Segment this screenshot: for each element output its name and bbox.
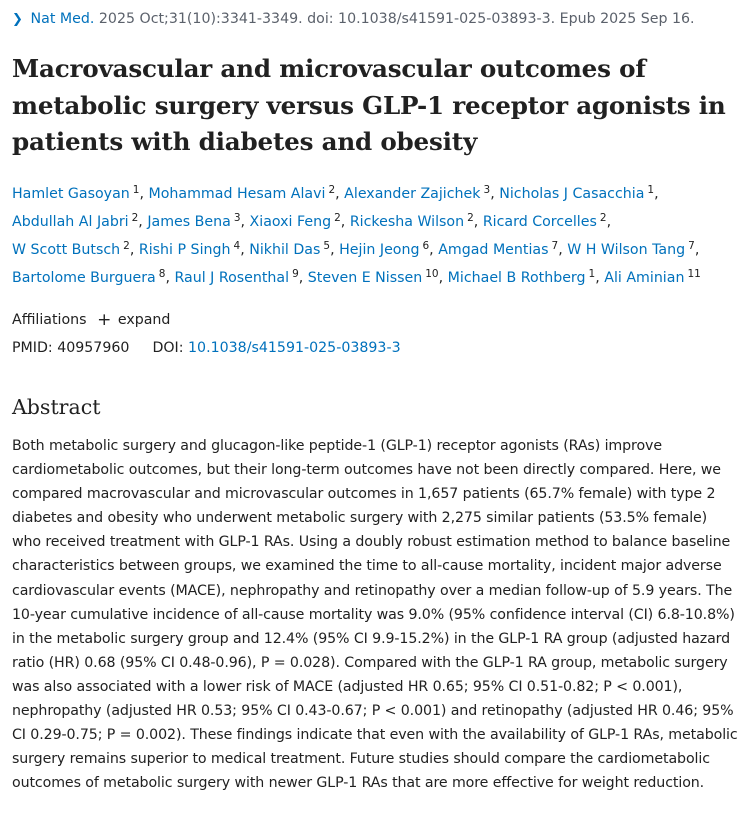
author-item: Abdullah Al Jabri $^2$, <box>12 212 143 230</box>
affiliation-number[interactable]: 9 <box>292 268 299 280</box>
author-item: Michael B Rothberg $^1$, <box>447 268 600 286</box>
author-link[interactable]: Alexander Zajichek <box>344 186 481 202</box>
abstract-text: Both metabolic surgery and glucagon-like peptide-1 (GLP-1) receptor agonists (RAs) improve cardiometabolic outcomes, but their long-term outcomes have not been directly compared. Here, we compared macrovascular and microvascular outcomes in 1,657 patients (65.7% female) with type 2 diabetes and obesity who underwent metabolic surgery with 2,275 similar patients (53.5% female) who received treatment with GLP-1 RAs. Using a doubly robust estimation method to balance baseline characteristics between groups, we examined the time to all-cause mortality, incident major adverse cardiovascular events (MACE), nephropathy and retinopathy over a median follow-up of 5.9 years. The 10-year cumulative incidence of all-cause mortality was 9.0% (95% confidence interval (CI) 6.8-10.8%) in the metabolic surgery group and 12.4% (95% CI 9.9-15.2%) in the GLP-1 RA group (adjusted hazard ratio (HR) 0.68 (95% CI 0.48-0.96), P = 0.028). Compared with the GLP-1 RA group, metabolic surgery was also associated with a lower risk of MACE (adjusted HR 0.65; 95% CI 0.51-0.82; P < 0.001), nephropathy (adjusted HR 0.53; 95% CI 0.43-0.67; P < 0.001) and retinopathy (adjusted HR 0.46; 95% CI 0.29-0.75; P = 0.002). These findings indicate that even with the availability of GLP-1 RAs, metabolic surgery remains superior to medical treatment. Future studies should compare the cardiometabolic outcomes of metabolic surgery with newer GLP-1 RAs that are more effective for weight reduction. <box>12 438 738 792</box>
author-link[interactable]: Nikhil Das <box>249 242 321 258</box>
article-title: Macrovascular and microvascular outcomes of metabolic surgery versus GLP-1 receptor agonists in patients with diabetes and obesity <box>12 54 726 156</box>
affiliation-number[interactable]: 2 <box>599 212 607 224</box>
affiliation-number[interactable]: 3 <box>483 184 491 196</box>
author-item: Steven E Nissen $^{10}$, <box>307 268 444 286</box>
affiliations-toggle[interactable] <box>12 312 170 329</box>
affiliation-number[interactable]: 1 <box>132 184 140 196</box>
author-link[interactable]: Bartolome Burguera <box>12 270 156 286</box>
doi-link[interactable]: 10.1038/s41591-025-03893-3 <box>188 340 401 356</box>
author-item: Ricard Corcelles $^2$, <box>482 212 612 230</box>
author-link[interactable]: Ricard Corcelles <box>482 214 597 230</box>
expand-label: expand <box>117 312 171 328</box>
affiliation-number[interactable]: 7 <box>551 240 559 252</box>
author-link[interactable]: Ali Aminian <box>604 270 685 286</box>
author-link[interactable]: Hamlet Gasoyan <box>12 186 130 202</box>
journal-link[interactable]: Nat Med. <box>30 11 95 27</box>
author-item: Hejin Jeong $^6$, <box>339 240 434 258</box>
affiliation-number[interactable]: 4 <box>233 240 241 252</box>
abstract-heading: Abstract <box>12 395 101 419</box>
affiliation-number[interactable]: 5 <box>323 240 331 252</box>
affiliation-number[interactable]: 2 <box>328 184 336 196</box>
author-link[interactable]: James Bena <box>147 214 231 230</box>
affiliation-number[interactable]: 7 <box>688 240 695 252</box>
author-link[interactable]: Steven E Nissen <box>307 270 423 286</box>
author-item: Nikhil Das $^5$, <box>249 240 335 258</box>
affiliation-number[interactable]: 2 <box>467 212 474 224</box>
author-item: Nicholas J Casacchia $^1$, <box>499 184 659 202</box>
doi-label: DOI: <box>152 340 184 356</box>
affiliation-number[interactable]: 1 <box>588 268 596 280</box>
identifiers <box>12 340 401 356</box>
chevron-right-icon[interactable]: ❯ <box>12 12 23 27</box>
author-item: W Scott Butsch $^2$, <box>12 240 135 258</box>
pmid-value: 40957960 <box>57 340 130 356</box>
affiliation-number[interactable]: 2 <box>123 240 130 252</box>
affiliation-number[interactable]: 2 <box>131 212 139 224</box>
author-item: Rickesha Wilson $^2$, <box>349 212 479 230</box>
affiliation-number[interactable]: 6 <box>422 240 430 252</box>
affiliation-number[interactable]: 1 <box>647 184 655 196</box>
affiliation-number[interactable]: 8 <box>158 268 166 280</box>
author-link[interactable]: Raul J Rosenthal <box>174 270 290 286</box>
affiliation-number[interactable]: 3 <box>233 212 241 224</box>
author-item: Rishi P Singh $^4$, <box>138 240 245 258</box>
author-link[interactable]: Michael B Rothberg <box>447 270 586 286</box>
affiliation-number[interactable]: 11 <box>687 268 701 280</box>
affiliation-number[interactable]: 10 <box>425 268 439 280</box>
author-link[interactable]: Mohammad Hesam Alavi <box>148 186 326 202</box>
author-item: W H Wilson Tang $^7$, <box>567 240 700 258</box>
author-link[interactable]: Hejin Jeong <box>339 242 420 258</box>
author-link[interactable]: Rishi P Singh <box>138 242 231 258</box>
authors-list <box>12 178 737 290</box>
author-item: Xiaoxi Feng $^2$, <box>249 212 346 230</box>
author-link[interactable]: Xiaoxi Feng <box>249 214 332 230</box>
pmid-label: PMID: <box>12 340 53 356</box>
affiliations-label: Affiliations <box>12 312 87 328</box>
author-item: Bartolome Burguera $^8$, <box>12 268 170 286</box>
author-item: Hamlet Gasoyan $^1$, <box>12 184 144 202</box>
citation-line <box>12 11 695 27</box>
author-item: James Bena $^3$, <box>147 212 246 230</box>
citation-details: 2025 Oct;31(10):3341-3349. doi: 10.1038/s41591-025-03893-3. Epub 2025 Sep 16. <box>98 11 695 27</box>
author-link[interactable]: Rickesha Wilson <box>349 214 465 230</box>
author-item: Raul J Rosenthal $^9$, <box>174 268 304 286</box>
author-link[interactable]: Amgad Mentias <box>438 242 549 258</box>
author-link[interactable]: W H Wilson Tang <box>567 242 686 258</box>
author-item: Mohammad Hesam Alavi $^2$, <box>148 184 340 202</box>
author-item <box>604 270 701 286</box>
affiliation-number[interactable]: 2 <box>334 212 341 224</box>
author-item: Amgad Mentias $^7$, <box>438 240 563 258</box>
author-link[interactable]: W Scott Butsch <box>12 242 121 258</box>
author-item: Alexander Zajichek $^3$, <box>344 184 495 202</box>
plus-icon: + <box>97 310 112 330</box>
author-link[interactable]: Nicholas J Casacchia <box>499 186 645 202</box>
author-link[interactable]: Abdullah Al Jabri <box>12 214 129 230</box>
